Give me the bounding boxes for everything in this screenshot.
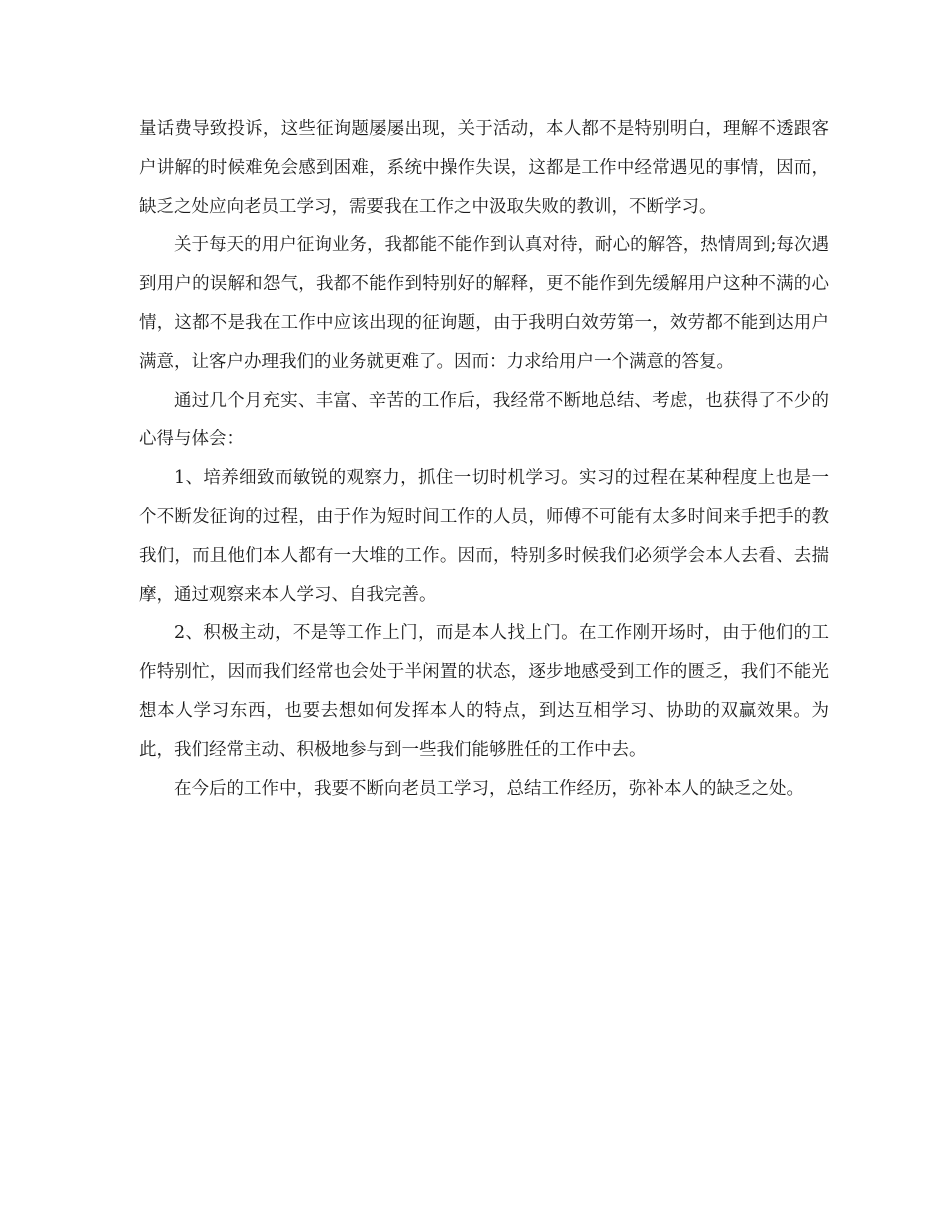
paragraph-2: 关于每天的用户征询业务，我都能不能作到认真对待，耐心的解答，热情周到;每次遇到用户的误解和怨气，我都不能作到特别好的解释，更不能作到先缓解用户这种不满的心情，这都不是我在工作中应该出现的征询题，由于我明白效劳第一，效劳都不能到达用户满意，让客户办理我们的业务就更难了。因而：力求给用户一个满意的答复。 <box>139 235 829 372</box>
paragraph-6: 在今后的工作中，我要不断向老员工学习，总结工作经历，弥补本人的缺乏之处。 <box>174 778 804 799</box>
paragraph-4: 1、培养细致而敏锐的观察力，抓住一切时机学习。实习的过程在某种程度上也是一个不断发征询的过程，由于作为短时间工作的人员，师傅不可能有太多时间来手把手的教我们，而且他们本人都有一大堆的工作。因而，特别多时候我们必须学会本人去看、去揣摩，通过观察来本人学习、自我完善。 <box>139 468 829 605</box>
document-body <box>139 110 829 808</box>
paragraph-1: 量话费导致投诉，这些征询题屡屡出现，关于活动，本人都不是特别明白，理解不透跟客户讲解的时候难免会感到困难，系统中操作失误，这都是工作中经常遇见的事情，因而，缺乏之处应向老员工学习，需要我在工作之中汲取失败的教训，不断学习。 <box>139 119 829 217</box>
paragraph-3: 通过几个月充实、丰富、辛苦的工作后，我经常不断地总结、考虑，也获得了不少的心得与体会： <box>139 390 829 450</box>
paragraph-5: 2、积极主动，不是等工作上门，而是本人找上门。在工作刚开场时，由于他们的工作特别忙，因而我们经常也会处于半闲置的状态，逐步地感受到工作的匮乏，我们不能光想本人学习东西，也要去想如何发挥本人的特点，到达互相学习、协助的双赢效果。为此，我们经常主动、积极地参与到一些我们能够胜任的工作中去。 <box>139 623 829 760</box>
